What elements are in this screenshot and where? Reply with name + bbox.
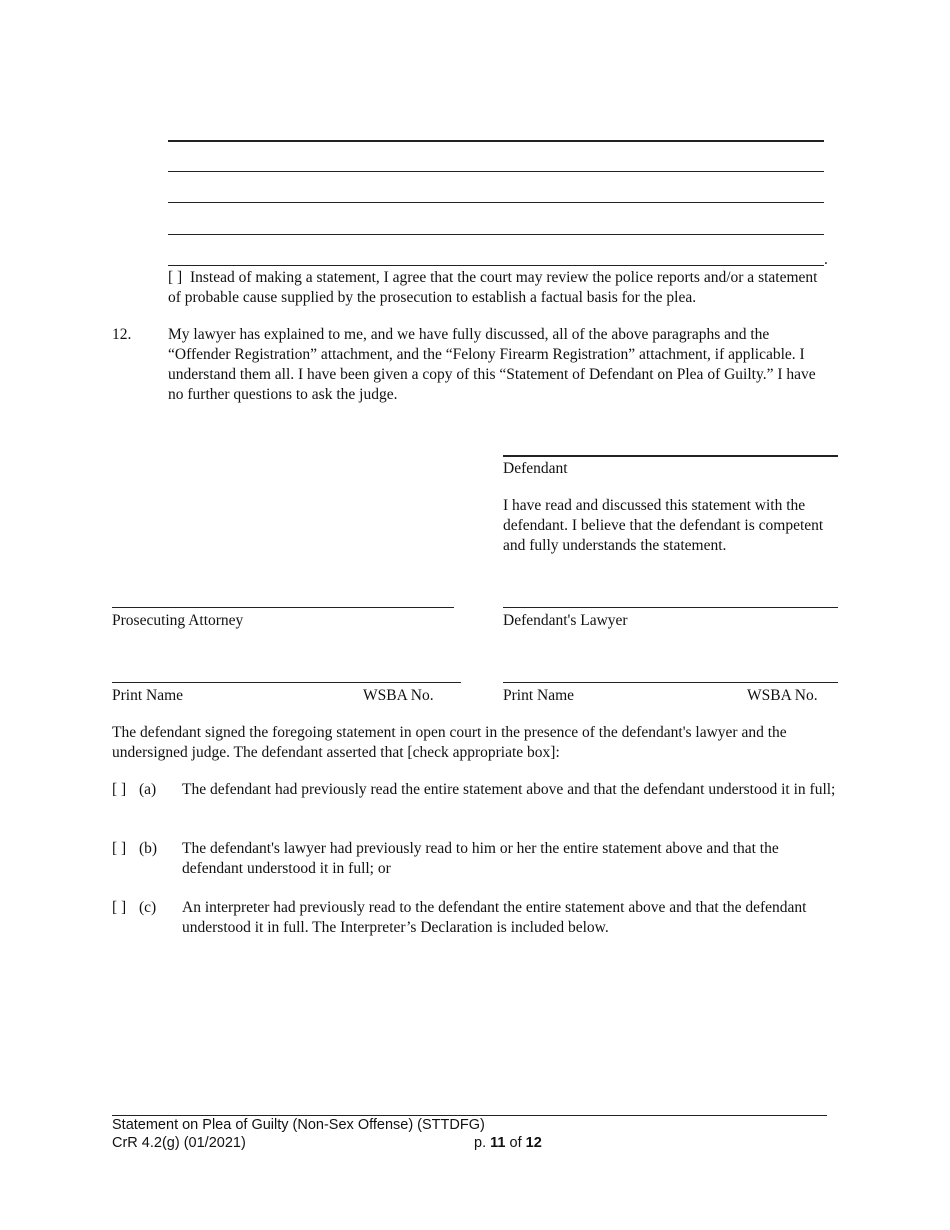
option-b-checkbox[interactable]: [ ] [112, 840, 127, 857]
defendant-signature-line[interactable] [503, 455, 838, 457]
lawyer-statement: I have read and discussed this statement with the defendant. I believe that the defendant is competent and fully understands the statement. [503, 497, 824, 554]
prosecuting-attorney-label: Prosecuting Attorney [112, 612, 244, 629]
footer-form-title: Statement on Plea of Guilty (Non-Sex Offense) (STTDFG) [112, 1117, 485, 1133]
prosecutor-signature-line[interactable] [112, 607, 454, 608]
paragraph-12-text: My lawyer has explained to me, and we have fully discussed, all of the above paragraphs and the “Offender Registration” attachment, and the “Felony Firearm Registration” attachment, if applicable. I understand them all. I have been given a copy of this “Statement of Defendant on Plea of Guilty.” I have no further questions to ask the judge. [168, 326, 816, 403]
page-number [474, 1133, 542, 1153]
page-current: 11 [490, 1135, 506, 1151]
page-of: of [509, 1135, 522, 1151]
lawyer-wsba-label: WSBA No. [747, 687, 818, 704]
option-a-text: The defendant had previously read the entire statement above and that the defendant understood it in full; [182, 781, 836, 798]
judge-intro: The defendant signed the foregoing statement in open court in the presence of the defendant's lawyer and the undersigned judge. The defendant asserted that [check appropriate box]: [112, 724, 787, 761]
lawyer-signature-line[interactable] [503, 607, 838, 608]
statement-line-5[interactable] [168, 265, 824, 266]
statement-line-2[interactable] [168, 171, 824, 172]
police-report-option [168, 268, 828, 308]
footer-form-code: CrR 4.2(g) (01/2021) [112, 1135, 246, 1151]
defendants-lawyer-label: Defendant's Lawyer [503, 612, 628, 629]
police-report-checkbox[interactable]: [ ] [168, 269, 183, 286]
option-b-letter: (b) [139, 840, 158, 857]
statement-line-4[interactable] [168, 234, 824, 235]
prosecutor-wsba-label: WSBA No. [363, 687, 434, 704]
option-c-letter: (c) [139, 899, 157, 916]
option-c-checkbox[interactable]: [ ] [112, 899, 127, 916]
page-prefix: p. [474, 1135, 487, 1151]
option-a-letter: (a) [139, 781, 157, 798]
prosecutor-print-name-label: Print Name [112, 687, 184, 704]
statement-period: . [824, 251, 828, 268]
page-total: 12 [525, 1135, 542, 1151]
statement-line-1[interactable] [168, 140, 824, 142]
lawyer-print-name-label: Print Name [503, 687, 575, 704]
prosecutor-print-name-line[interactable] [112, 682, 461, 683]
lawyer-print-name-line[interactable] [503, 682, 838, 683]
statement-line-3[interactable] [168, 202, 824, 203]
paragraph-number: 12. [112, 326, 132, 343]
defendant-label: Defendant [503, 460, 568, 477]
police-report-text: Instead of making a statement, I agree that the court may review the police reports and/or a statement of probable cause supplied by the prosecution to establish a factual basis for the plea. [168, 269, 818, 306]
option-b-text: The defendant's lawyer had previously read to him or her the entire statement above and that the defendant understood it in full; or [182, 840, 779, 877]
option-a-checkbox[interactable]: [ ] [112, 781, 127, 798]
option-c-text: An interpreter had previously read to the defendant the entire statement above and that the defendant understood it in full. The Interpreter’s Declaration is included below. [182, 899, 807, 936]
